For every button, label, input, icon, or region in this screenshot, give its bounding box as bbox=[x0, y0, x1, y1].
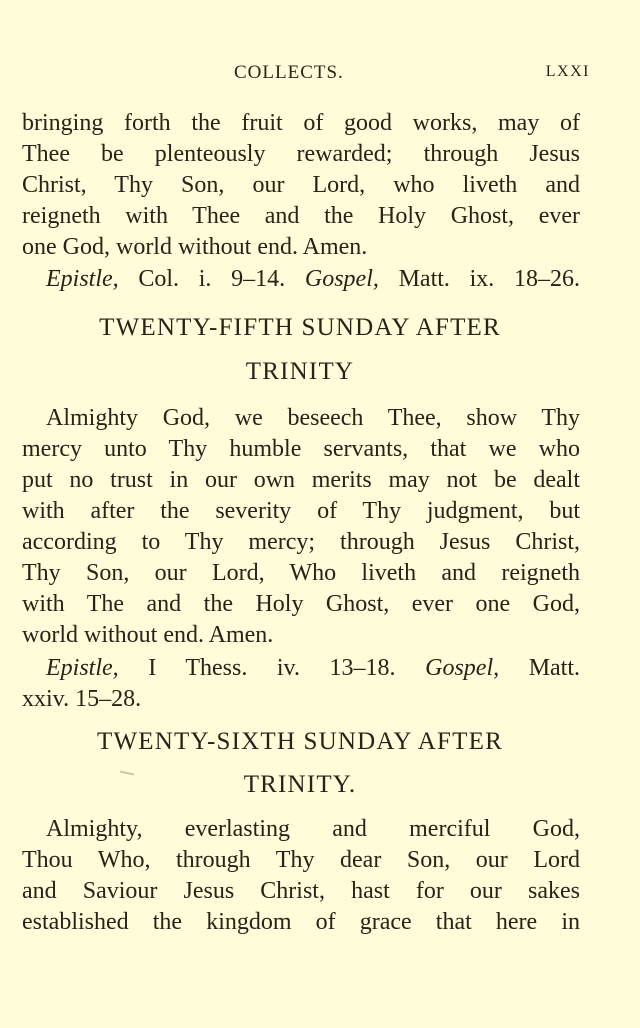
collect-line: bringing forth the fruit of good works, may of bbox=[22, 110, 580, 136]
collect-line: established the kingdom of grace that here in bbox=[22, 909, 580, 935]
collect-line: Almighty, everlasting and merciful God, bbox=[46, 816, 580, 842]
section-heading: TWENTY-FIFTH SUNDAY AFTER bbox=[99, 314, 501, 341]
collect-line: world without end. Amen. bbox=[22, 622, 274, 648]
gospel-reference-continued: xxiv. 15–28. bbox=[22, 686, 142, 712]
epistle-reference: Col. i. 9–14. bbox=[138, 266, 286, 292]
readings-line bbox=[46, 264, 580, 295]
collect-line: with The and the Holy Ghost, ever one God, bbox=[22, 591, 580, 617]
collect-line: mercy unto Thy humble servants, that we who bbox=[22, 436, 580, 462]
section-heading-continued: TRINITY. bbox=[243, 771, 357, 798]
running-title: COLLECTS. bbox=[234, 62, 344, 83]
collect-line: Thee be plenteously rewarded; through Jesus bbox=[22, 141, 580, 167]
epistle-label: Epistle, bbox=[46, 655, 119, 681]
collect-line: Thy Son, our Lord, Who liveth and reigneth bbox=[22, 560, 580, 586]
collect-line: one God, world without end. Amen. bbox=[22, 234, 368, 260]
collect-line: and Saviour Jesus Christ, hast for our sakes bbox=[22, 878, 580, 904]
gospel-reference: Matt. ix. 18–26. bbox=[398, 266, 581, 292]
collect-line: Thou Who, through Thy dear Son, our Lord bbox=[22, 847, 580, 873]
gospel-label: Gospel, bbox=[304, 266, 379, 292]
gospel-reference: Matt. bbox=[528, 655, 581, 681]
collect-line: put no trust in our own merits may not be dealt bbox=[22, 467, 580, 493]
collect-line: reigneth with Thee and the Holy Ghost, ever bbox=[22, 203, 580, 229]
page-number: LXXI bbox=[545, 63, 590, 80]
collect-line: according to Thy mercy; through Jesus Christ, bbox=[22, 529, 580, 555]
collect-line: Christ, Thy Son, our Lord, who liveth and bbox=[22, 172, 580, 198]
collect-line: with after the severity of Thy judgment, but bbox=[22, 498, 580, 524]
collect-line: Almighty God, we beseech Thee, show Thy bbox=[46, 405, 580, 431]
section-heading-continued: TRINITY bbox=[245, 358, 355, 385]
gospel-label: Gospel, bbox=[425, 655, 500, 681]
epistle-label: Epistle, bbox=[46, 266, 119, 292]
readings-line bbox=[46, 653, 580, 684]
running-head bbox=[0, 62, 640, 88]
epistle-reference: I Thess. iv. 13–18. bbox=[148, 655, 396, 681]
section-heading: TWENTY-SIXTH SUNDAY AFTER bbox=[97, 728, 503, 755]
